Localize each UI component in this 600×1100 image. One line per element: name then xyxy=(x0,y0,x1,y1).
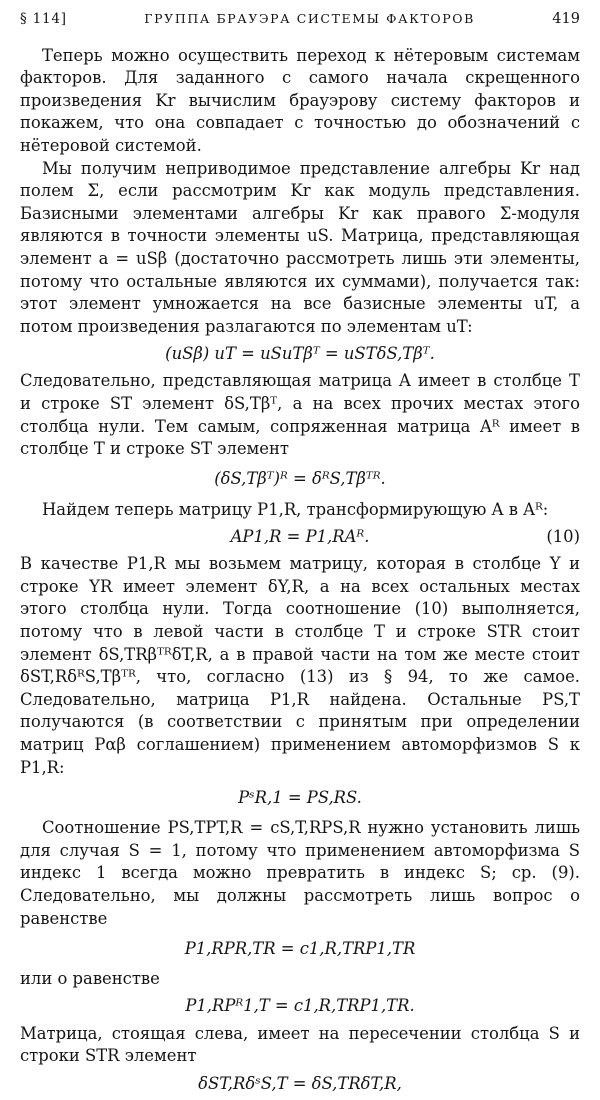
running-header xyxy=(20,8,580,31)
page-number: 419 xyxy=(552,11,580,27)
formula-3-body: AP1,R = P1,RAᴿ. xyxy=(230,526,370,546)
section-reference: § 114] xyxy=(20,11,67,27)
equation-number: (10) xyxy=(546,526,580,546)
paragraph-1: Теперь можно осуществить переход к нётеровым системам факторов. Для заданного с самого начала скрещенного произведения Kr вычислим брауэрову систему факторов и покажем, что она совпадает с точностью до обозначений с нётеровой системой. xyxy=(20,45,580,155)
paragraph-8: Матрица, стоящая слева, имеет на пересечении столбца S и строки STR элемент xyxy=(20,1023,580,1066)
paragraph-4: Найдем теперь матрицу P1,R, трансформирующую A в Aᴿ: xyxy=(42,499,549,519)
chapter-title: ГРУППА БРАУЭРА СИСТЕМЫ ФАКТОРОВ xyxy=(144,11,475,26)
formula-3 xyxy=(20,521,580,553)
formula-5: P1,RPR,TR = c1,R,TRP1,TR xyxy=(184,938,416,958)
paragraph-3: Следовательно, представляющая матрица A имеет в столбце T и строке ST элемент δS,Tβᵀ, а на всех прочих местах этого столбца нули. Тем самым, сопряженная матрица Aᴿ имеет в столбце T и строке ST элемент xyxy=(20,371,580,459)
formula-2: (δS,Tβᵀ)ᴿ = δᴿS,Tβᵀᴿ. xyxy=(214,469,386,489)
formula-7: δST,RδˢS,T = δS,TRδT,R, xyxy=(198,1073,402,1093)
formula-6: P1,RPᴿ1,T = c1,R,TRP1,TR. xyxy=(185,996,415,1016)
formula-4: PˢR,1 = PS,RS. xyxy=(238,787,362,807)
paragraph-7: или о равенстве xyxy=(20,969,160,989)
formula-1: (uSβ) uT = uSuTβᵀ = uSTδS,Tβᵀ. xyxy=(165,344,435,364)
paragraph-5: В качестве P1,R мы возьмем матрицу, которая в столбце Y и строке YR имеет элемент δY,R, а на всех остальных местах этого столбца нули. Тогда соотношение (10) выполняется, потому что в левой части в столбце T и строке STR стоит элемент δS,TRβᵀᴿδT,R, а в правой части на том же месте стоит δST,RδᴿS,Tβᵀᴿ, что, согласно (13) из § 94, то же самое. Следовательно, матрица P1,R найдена. Остальные PS,T получаются (в соответствии с принятым при определении матриц Pαβ соглашением) применением автоморфизмов S к P1,R: xyxy=(20,554,580,777)
paragraph-2: Мы получим неприводимое представление алгебры Kr над полем Σ, если рассмотрим Kr как модуль представления. Базисными элементами алгебры Kr как правого Σ-модуля являются в точности элементы uS. Матрица, представляющая элемент a = uSβ (достаточно рассмотреть лишь эти элементы, потому что остальные являются их суммами), получается так: этот элемент умножается на все базисные элементы uT, а потом произведения разлагаются по элементам uT: xyxy=(20,158,580,336)
paragraph-6: Соотношение PS,TPT,R = cS,T,RPS,R нужно установить лишь для случая S = 1, потому что применением автоморфизма S индекс 1 всегда можно превратить в индекс S; ср. (9). Следовательно, мы должны рассмотреть лишь вопрос о равенстве xyxy=(20,818,580,928)
